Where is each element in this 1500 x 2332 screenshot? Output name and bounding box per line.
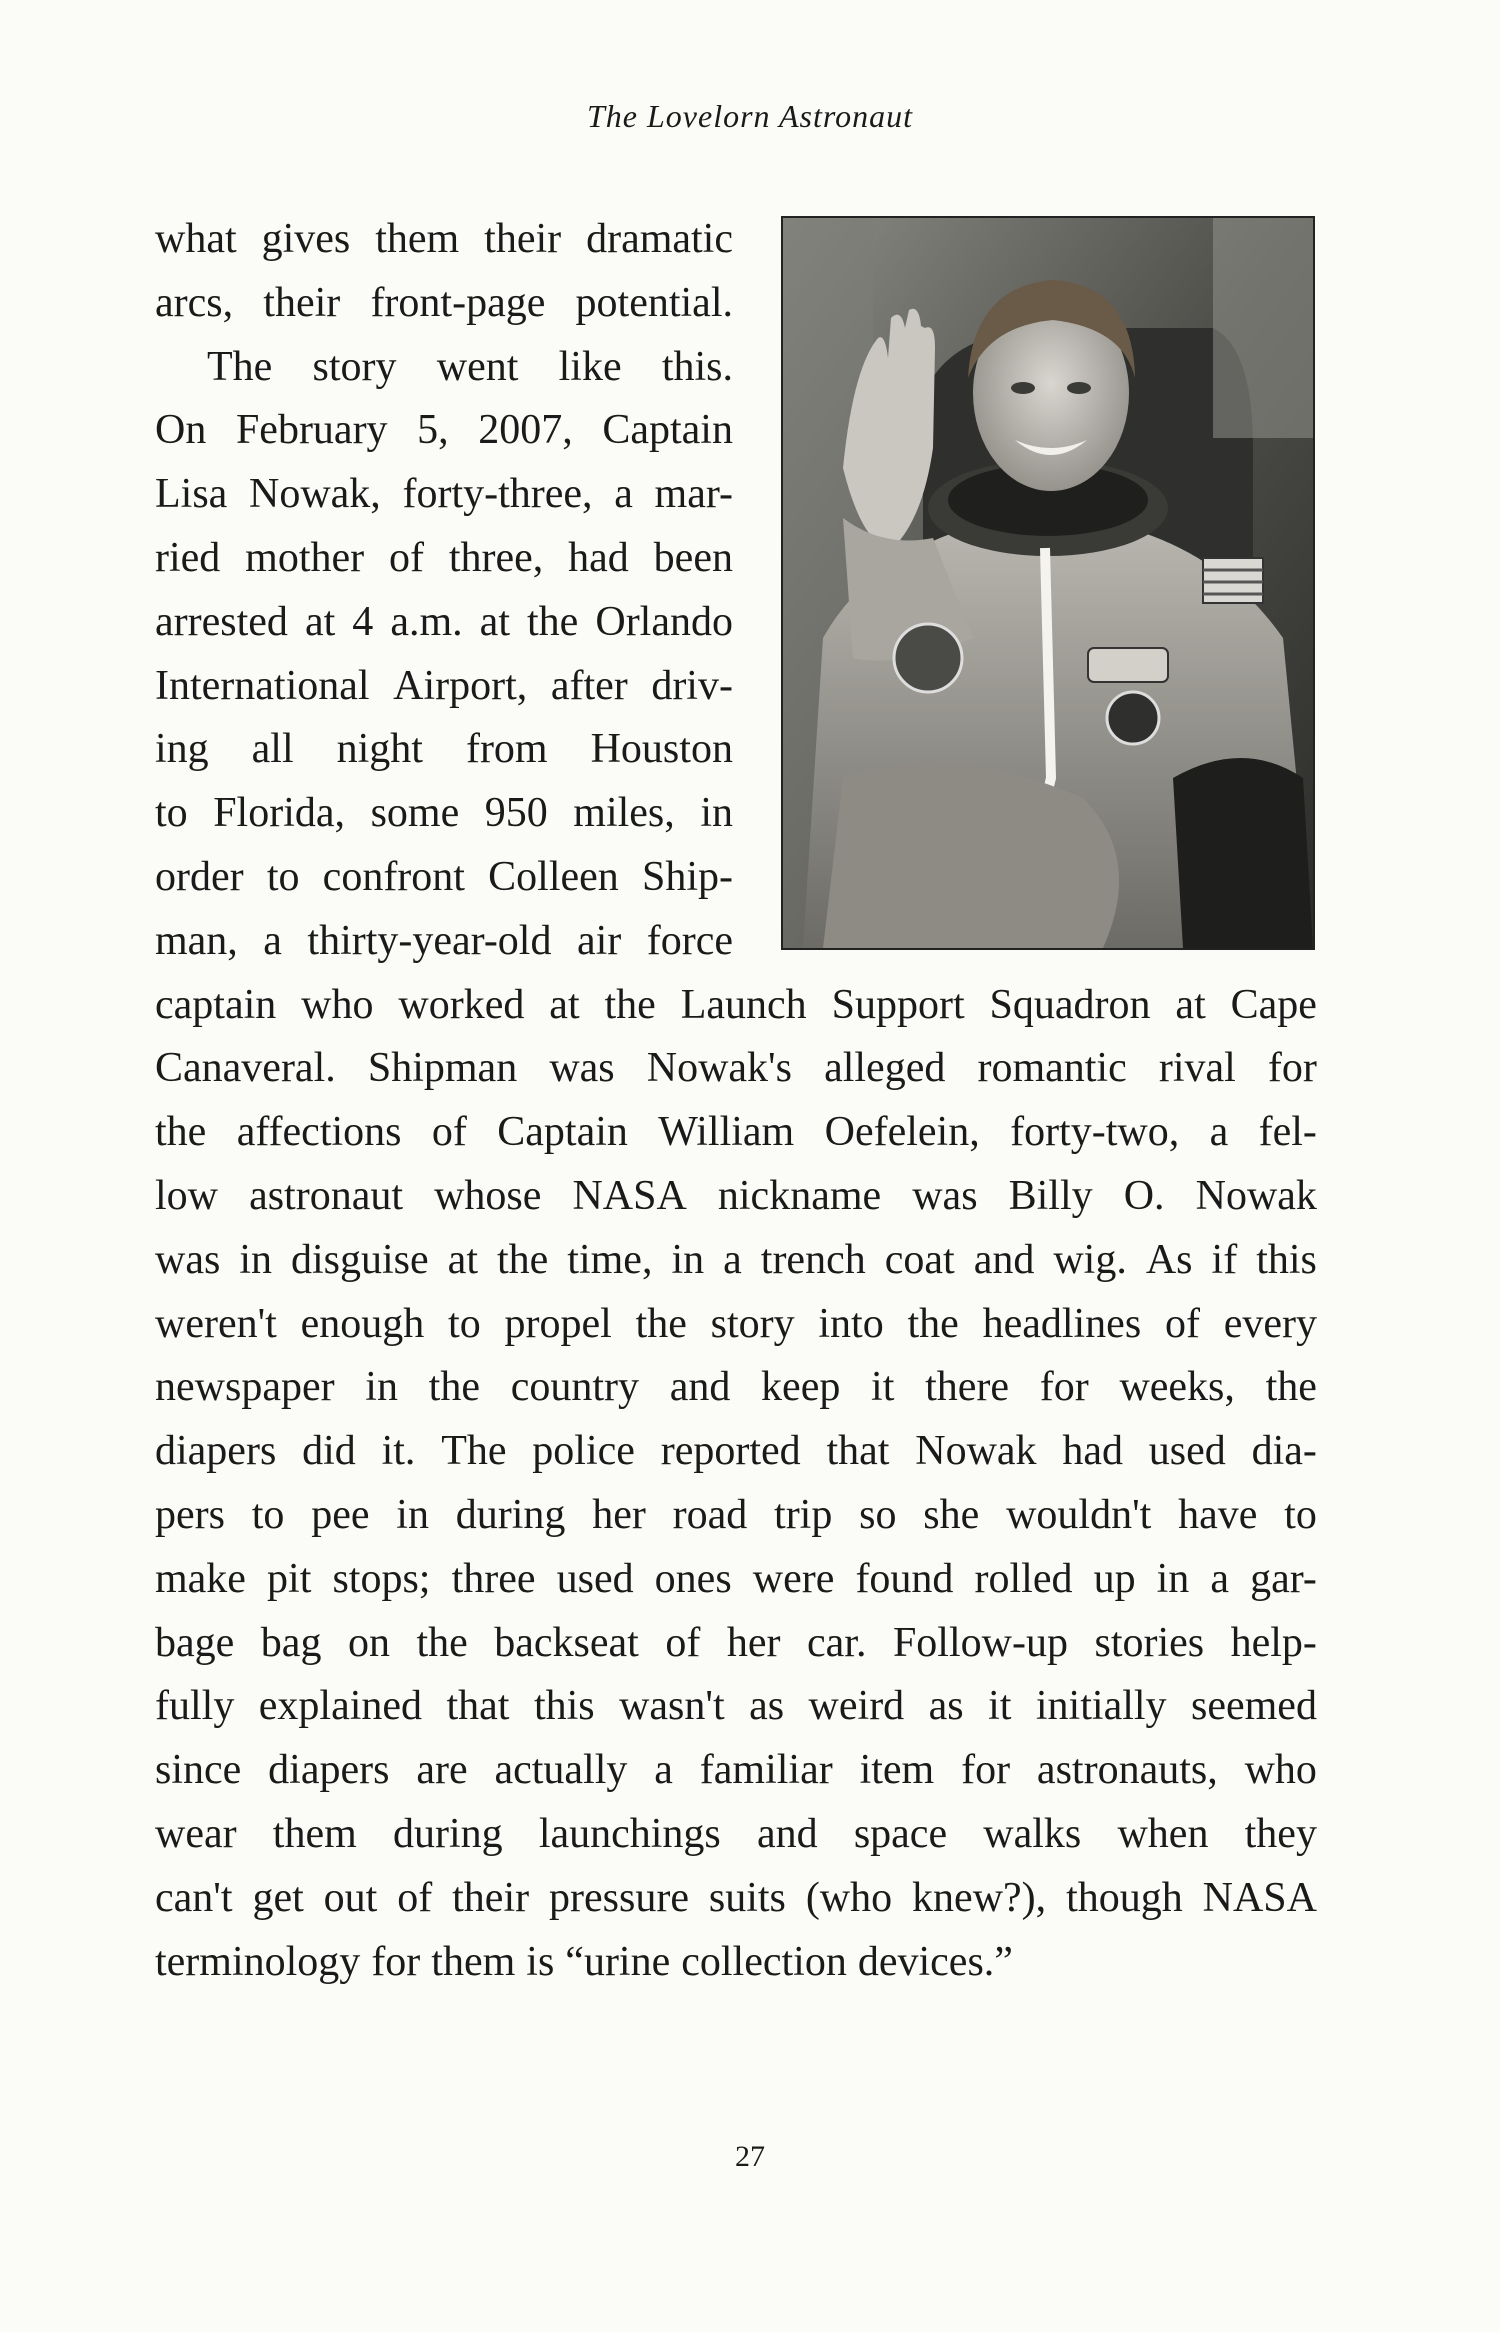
word: pressure <box>549 1874 689 1921</box>
word: a <box>1210 1555 1230 1602</box>
word: forty-two, <box>1010 1109 1180 1156</box>
word: thirty-year-old <box>307 917 552 964</box>
word: 2007, <box>478 407 573 454</box>
word: The <box>441 1428 507 1475</box>
text-line <box>155 846 733 910</box>
word: Oefelein, <box>824 1109 980 1156</box>
word: astronauts, <box>1036 1747 1218 1794</box>
word: nickname <box>717 1172 882 1219</box>
word: Orlando <box>595 598 733 645</box>
text-line <box>155 718 733 782</box>
word: been <box>653 534 733 581</box>
word: disguise <box>291 1236 429 1283</box>
word: Houston <box>590 726 733 773</box>
word: the <box>428 1364 480 1411</box>
word: since <box>155 1747 242 1794</box>
word: in <box>700 790 733 837</box>
word: miles, <box>573 790 675 837</box>
word: William <box>658 1109 795 1156</box>
text-line <box>155 591 733 655</box>
word: wig. <box>1053 1236 1127 1283</box>
text-line <box>155 463 733 527</box>
word: International <box>155 662 370 709</box>
word: reported <box>660 1428 801 1475</box>
word: her <box>726 1619 781 1666</box>
text-line <box>155 1293 1317 1357</box>
word: to <box>251 1491 285 1538</box>
word: diapers <box>268 1747 390 1794</box>
text-line <box>155 399 733 463</box>
word: Squadron <box>989 981 1151 1028</box>
running-head: The Lovelorn Astronaut <box>586 98 913 134</box>
word: and <box>669 1364 731 1411</box>
word: of <box>431 1109 467 1156</box>
word: on <box>347 1619 390 1666</box>
word: car. <box>807 1619 867 1666</box>
word: them <box>431 1938 516 1985</box>
word: Ship- <box>641 853 733 900</box>
word: newspaper <box>155 1364 335 1411</box>
text-line <box>155 1356 1317 1420</box>
word: of <box>665 1619 701 1666</box>
word: like <box>558 343 622 390</box>
word: had <box>568 534 629 581</box>
word: was <box>155 1236 221 1283</box>
text-line <box>155 208 733 272</box>
word: help- <box>1230 1619 1317 1666</box>
word: Lisa <box>155 471 228 518</box>
word: wouldn't <box>1006 1491 1152 1538</box>
word: walks <box>983 1810 1082 1857</box>
word: in <box>239 1236 272 1283</box>
word: to <box>155 790 188 837</box>
text-line <box>155 1931 1317 1995</box>
word: of <box>1164 1300 1200 1347</box>
word: road <box>672 1491 748 1538</box>
word: pers <box>155 1491 225 1538</box>
word: trench <box>760 1236 866 1283</box>
word: it. <box>381 1428 416 1475</box>
word: propel <box>504 1300 612 1347</box>
word: Nowak <box>1195 1172 1317 1219</box>
word: it <box>988 1683 1012 1730</box>
word: was <box>912 1172 978 1219</box>
word: to <box>448 1300 481 1347</box>
word: ones <box>654 1555 732 1602</box>
word: launchings <box>538 1810 721 1857</box>
word: them <box>375 216 460 262</box>
word: to <box>266 853 300 900</box>
word: at <box>549 981 580 1028</box>
word: affections <box>236 1109 402 1156</box>
word: during <box>392 1810 503 1857</box>
word: three, <box>448 534 544 581</box>
word: fel- <box>1258 1109 1317 1156</box>
word: and <box>756 1810 818 1857</box>
word: police <box>532 1428 635 1475</box>
word: actually <box>494 1747 628 1794</box>
word: so <box>859 1491 897 1538</box>
text-line <box>155 655 733 719</box>
word: there <box>925 1364 1010 1411</box>
word: potential. <box>575 279 733 326</box>
word: were <box>752 1555 835 1602</box>
word: explained <box>258 1683 423 1730</box>
word: a <box>654 1747 673 1794</box>
word: Cape <box>1230 981 1317 1028</box>
word: order <box>155 853 244 900</box>
word: her <box>592 1491 646 1538</box>
word: in <box>396 1491 429 1538</box>
word: Florida, <box>213 790 346 837</box>
word: used <box>556 1555 634 1602</box>
word: force <box>646 917 733 964</box>
word: the <box>155 1109 207 1156</box>
word: NASA <box>1202 1874 1317 1921</box>
word: driv- <box>651 662 733 709</box>
word: backseat <box>494 1619 639 1666</box>
word: On <box>155 407 207 454</box>
word: a.m. <box>390 598 463 645</box>
word: space <box>853 1810 948 1857</box>
word: astronaut <box>249 1172 404 1219</box>
word: dramatic <box>586 216 733 262</box>
text-line <box>155 527 733 591</box>
word: Follow-up <box>892 1619 1068 1666</box>
word: initially <box>1035 1683 1167 1730</box>
word: As <box>1145 1236 1193 1283</box>
word: have <box>1178 1491 1258 1538</box>
text-line <box>155 1101 1317 1165</box>
word: all <box>251 726 294 773</box>
word: Nowak, <box>248 471 381 518</box>
word: diapers <box>155 1428 277 1475</box>
word: the <box>604 981 656 1028</box>
word: a <box>263 917 282 964</box>
word: dia- <box>1251 1428 1317 1475</box>
word: make <box>155 1555 246 1602</box>
word: a <box>614 471 633 518</box>
word: they <box>1244 1810 1317 1857</box>
word: NASA <box>572 1172 687 1219</box>
word: item <box>859 1747 935 1794</box>
word: rival <box>1158 1045 1236 1092</box>
word: what <box>155 216 237 262</box>
word: Captain <box>602 407 733 454</box>
text-line <box>155 974 1317 1038</box>
word: familiar <box>699 1747 833 1794</box>
word: stops; <box>332 1555 431 1602</box>
text-line <box>155 1612 1317 1676</box>
word: “urine <box>565 1938 671 1985</box>
word: low <box>155 1172 218 1219</box>
word: front-page <box>370 279 546 326</box>
word: the <box>907 1300 959 1347</box>
word: at <box>447 1236 478 1283</box>
word: 950 <box>484 790 548 837</box>
word: their <box>263 279 341 326</box>
word: gar- <box>1250 1555 1317 1602</box>
word: some <box>370 790 460 837</box>
word: terminology <box>155 1938 361 1985</box>
word: coat <box>884 1236 955 1283</box>
text-line <box>155 1548 1317 1612</box>
word: at <box>479 598 510 645</box>
word: out <box>323 1874 378 1921</box>
word: Nowak's <box>646 1045 792 1092</box>
word: ried <box>155 534 221 581</box>
word: a <box>1209 1109 1229 1156</box>
word: them <box>272 1810 357 1857</box>
word: get <box>252 1874 304 1921</box>
word: worked <box>398 981 525 1028</box>
word: who <box>1244 1747 1317 1794</box>
text-line <box>155 336 733 400</box>
word: wasn't <box>619 1683 725 1730</box>
text-line <box>155 1165 1317 1229</box>
word: every <box>1223 1300 1317 1347</box>
word: the <box>496 1236 549 1283</box>
word: Billy <box>1008 1172 1093 1219</box>
word: had <box>1062 1428 1123 1475</box>
word: Support <box>831 981 965 1028</box>
word: when <box>1117 1810 1209 1857</box>
word: fully <box>155 1683 235 1730</box>
word: up <box>1093 1555 1136 1602</box>
word: Launch <box>680 981 807 1028</box>
word: during <box>455 1491 566 1538</box>
word: she <box>923 1491 980 1538</box>
word: went <box>436 343 519 390</box>
word: Captain <box>497 1109 628 1156</box>
word: Colleen <box>488 853 619 900</box>
word: if <box>1211 1236 1238 1283</box>
word: arcs, <box>155 279 234 326</box>
word: three <box>451 1555 536 1602</box>
text-line <box>155 910 733 974</box>
text-line <box>155 1037 1317 1101</box>
word: of <box>388 534 424 581</box>
word: that <box>826 1428 890 1475</box>
body-text <box>155 208 1317 1994</box>
word: for <box>371 1938 421 1985</box>
word: as <box>749 1683 785 1730</box>
word: confront <box>322 853 465 900</box>
word: mother <box>245 534 365 581</box>
word: though <box>1066 1874 1183 1921</box>
word: for <box>1267 1045 1317 1092</box>
word: time, <box>567 1236 653 1283</box>
word: the <box>416 1619 468 1666</box>
word: the <box>527 598 579 645</box>
word: a <box>723 1236 742 1283</box>
word: stories <box>1094 1619 1205 1666</box>
word: bage <box>155 1619 235 1666</box>
word: Canaveral. <box>155 1045 336 1092</box>
word: Nowak <box>915 1428 1037 1475</box>
word: found <box>855 1555 954 1602</box>
word: it <box>871 1364 895 1411</box>
word: knew?), <box>912 1874 1047 1921</box>
text-line <box>155 1484 1317 1548</box>
word: man, <box>155 917 238 964</box>
word: wear <box>155 1810 237 1857</box>
word: night <box>336 726 423 773</box>
word: whose <box>434 1172 542 1219</box>
page-number: 27 <box>735 2140 765 2173</box>
word: and <box>973 1236 1035 1283</box>
text-line <box>155 782 733 846</box>
word: suits <box>708 1874 786 1921</box>
word: story <box>710 1300 795 1347</box>
word: O. <box>1123 1172 1165 1219</box>
text-line <box>155 1867 1317 1931</box>
word: this. <box>661 343 733 390</box>
word: to <box>1284 1491 1317 1538</box>
word: in <box>671 1236 705 1283</box>
word: as <box>928 1683 964 1730</box>
word: February <box>235 407 388 454</box>
text-line <box>155 272 733 336</box>
word: after <box>550 662 628 709</box>
word: this <box>533 1683 595 1730</box>
word: weird <box>808 1683 905 1730</box>
text-line <box>155 1803 1317 1867</box>
text-line <box>155 1229 1317 1293</box>
word: pee <box>311 1491 370 1538</box>
word: arrested <box>155 598 288 645</box>
word: Airport, <box>393 662 528 709</box>
text-line <box>155 1420 1317 1484</box>
word: 5, <box>417 407 449 454</box>
word: 4 <box>352 598 374 645</box>
word: country <box>510 1364 639 1411</box>
word: this <box>1256 1236 1317 1283</box>
word: ing <box>155 726 209 773</box>
word: was <box>549 1045 615 1092</box>
word: bag <box>260 1619 322 1666</box>
word: from <box>465 726 548 773</box>
word: collection <box>681 1938 847 1985</box>
word: used <box>1148 1428 1226 1475</box>
word: for <box>961 1747 1011 1794</box>
word: the <box>1265 1364 1317 1411</box>
text-line <box>155 1739 1317 1803</box>
word: (who <box>805 1874 893 1921</box>
word: the <box>635 1300 687 1347</box>
word: pit <box>267 1555 312 1602</box>
word: gives <box>261 216 351 262</box>
word: in <box>365 1364 398 1411</box>
word: are <box>416 1747 468 1794</box>
word: weren't <box>155 1300 277 1347</box>
word: can't <box>155 1874 233 1921</box>
word: trip <box>774 1491 833 1538</box>
word: The <box>207 343 273 390</box>
word: at <box>304 598 336 645</box>
word: alleged <box>824 1045 946 1092</box>
word: keep <box>761 1364 841 1411</box>
word: weeks, <box>1119 1364 1235 1411</box>
word: seemed <box>1191 1683 1317 1730</box>
word: romantic <box>977 1045 1127 1092</box>
text-line <box>155 1675 1317 1739</box>
word: is <box>526 1938 555 1985</box>
word: captain <box>155 981 277 1028</box>
word: forty-three, <box>402 471 593 518</box>
word: rolled <box>974 1555 1073 1602</box>
word: headlines <box>982 1300 1142 1347</box>
word: their <box>484 216 562 262</box>
word: who <box>301 981 374 1028</box>
word: in <box>1156 1555 1190 1602</box>
word: of <box>397 1874 433 1921</box>
word: their <box>452 1874 530 1921</box>
word: story <box>312 343 397 390</box>
word: at <box>1175 981 1206 1028</box>
word: that <box>446 1683 510 1730</box>
word: enough <box>300 1300 425 1347</box>
word: Shipman <box>367 1045 518 1092</box>
word: mar- <box>654 471 733 518</box>
word: devices.” <box>857 1938 1013 1985</box>
word: for <box>1039 1364 1089 1411</box>
word: air <box>576 917 622 964</box>
word: did <box>302 1428 356 1475</box>
word: into <box>818 1300 884 1347</box>
